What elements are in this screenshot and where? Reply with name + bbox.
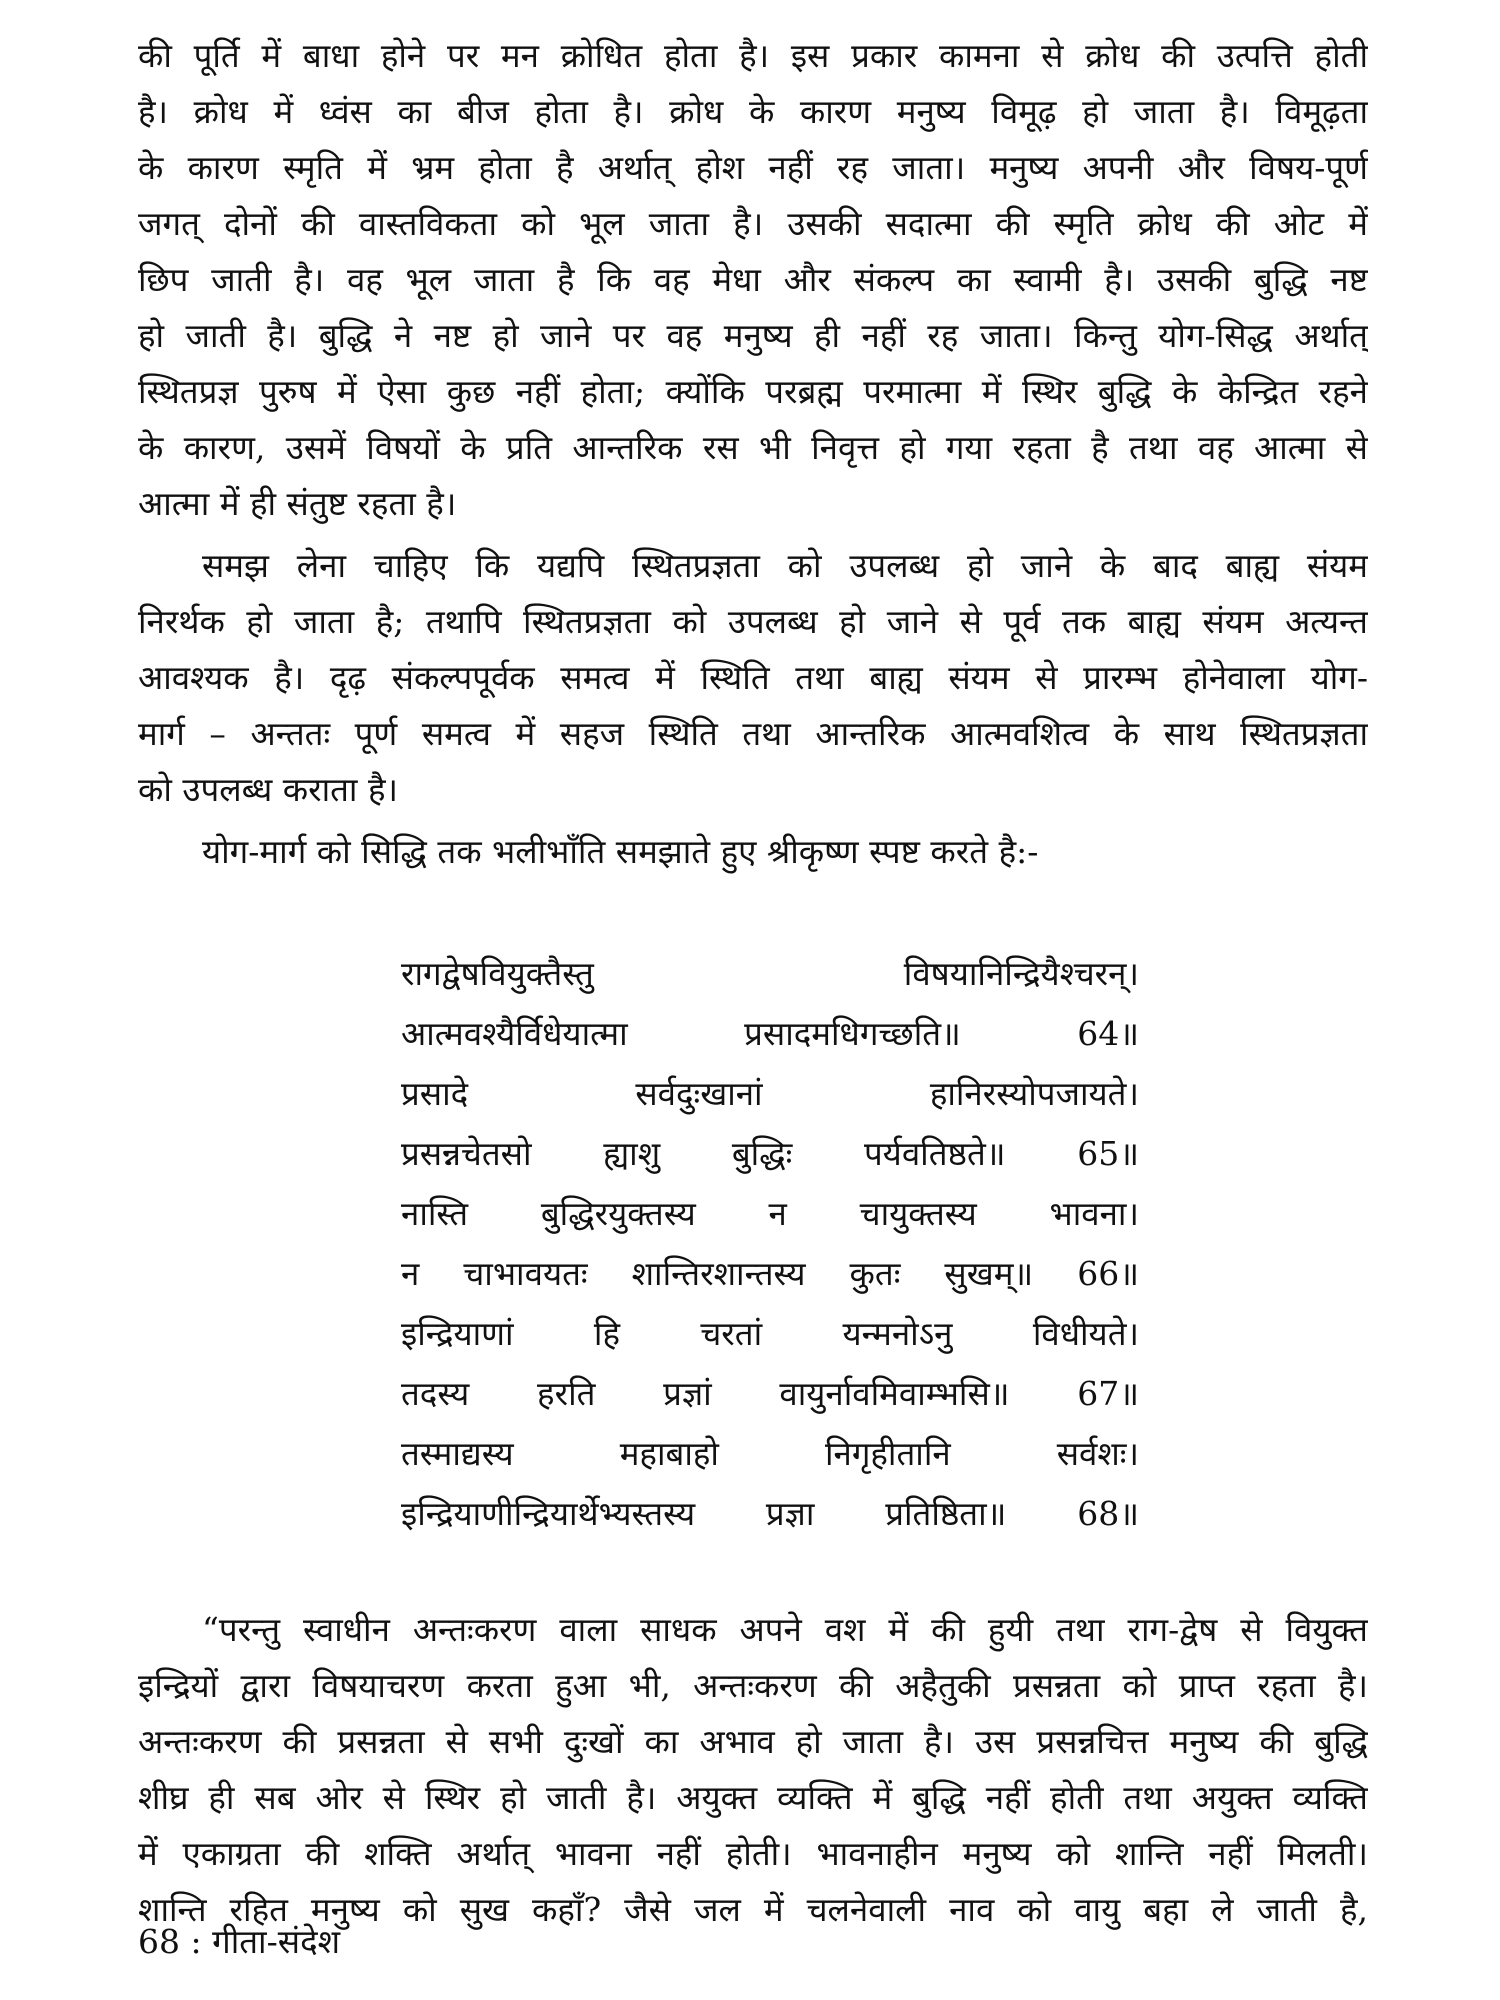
verse-word: न चाभावयतः शान्तिरशान्तस्य कुतः सुखम्॥ 66॥ xyxy=(401,1254,1139,1293)
verse-word: इन्द्रियाणीन्द्रियार्थेभ्यस्तस्य xyxy=(401,1494,696,1533)
verse-line xyxy=(401,1004,1139,1064)
verse-word: प्रतिष्ठिता॥ 68॥ xyxy=(885,1494,1139,1533)
verse-word: प्रज्ञां xyxy=(663,1374,712,1413)
verse-word: हि xyxy=(593,1314,620,1353)
verse-line xyxy=(401,1064,1139,1124)
verse-line xyxy=(401,944,1139,1004)
verse-word: चायुक्तस्य xyxy=(859,1194,977,1233)
text-line: आवश्यक है। दृढ़ संकल्पपूर्वक समत्व में स्थिति तथा बाह्य संयम से प्रारम्भ होनेवाला योग- xyxy=(138,658,1368,697)
verse-word: न xyxy=(768,1194,787,1233)
verse-word: तदस्य xyxy=(401,1374,470,1413)
footer-separator: : xyxy=(190,1922,202,1961)
verse-word: वायुर्नावमिवाम्भसि॥ 67॥ xyxy=(779,1374,1140,1413)
verse-word: प्रज्ञा xyxy=(765,1494,815,1533)
verse-line xyxy=(401,1184,1139,1244)
verse-word: तस्माद्यस्य xyxy=(401,1434,514,1473)
text-line: समझ लेना चाहिए कि यद्यपि स्थितप्रज्ञता को उपलब्ध हो जाने के बाद बाह्य संयम xyxy=(202,546,1368,585)
verse-word: भावना। xyxy=(1049,1194,1139,1233)
text-line: की पूर्ति में बाधा होने पर मन क्रोधित होता है। इस प्रकार कामना से क्रोध की उत्पत्ति होती xyxy=(138,36,1368,75)
verse-word: विधीयते। xyxy=(1032,1314,1140,1353)
verse-word: बुद्धिरयुक्तस्य xyxy=(540,1194,696,1233)
verse-word: बुद्धिः xyxy=(731,1134,793,1173)
text-line: “परन्तु स्वाधीन अन्तःकरण वाला साधक अपने वश में की हुयी तथा राग-द्वेष से वियुक्त xyxy=(202,1610,1368,1649)
verse-word: सर्वदुःखानां xyxy=(635,1074,763,1113)
page-body xyxy=(138,28,1368,1938)
text-line: के कारण स्मृति में भ्रम होता है अर्थात् होश नहीं रह जाता। मनुष्य अपनी और विषय-पूर्ण xyxy=(138,148,1368,187)
text-line: में एकाग्रता की शक्ति अर्थात् भावना नहीं होती। भावनाहीन मनुष्य को शान्ति नहीं मिलती। xyxy=(138,1834,1368,1873)
paragraph-3 xyxy=(138,824,1368,880)
text-line: आत्मा में ही संतुष्ट रहता है। xyxy=(138,484,457,523)
text-line: को उपलब्ध कराता है। xyxy=(138,770,398,809)
paragraph-1 xyxy=(138,28,1368,532)
text-line: अन्तःकरण की प्रसन्नता से सभी दुःखों का अभाव हो जाता है। उस प्रसन्नचित्त मनुष्य की बुद्धि xyxy=(138,1722,1368,1761)
verse-word: चरतां xyxy=(700,1314,763,1353)
verse-line xyxy=(401,1424,1139,1484)
text-line: है। क्रोध में ध्वंस का बीज होता है। क्रोध के कारण मनुष्य विमूढ़ हो जाता है। विमूढ़ता xyxy=(138,92,1368,131)
text-line: हो जाती है। बुद्धि ने नष्ट हो जाने पर वह मनुष्य ही नहीं रह जाता। किन्तु योग-सिद्ध अर्थात् xyxy=(138,316,1368,355)
verse-word: महाबाहो xyxy=(619,1434,719,1473)
verse-word: रागद्वेषवियुक्तैस्तु xyxy=(401,954,594,993)
verse-word: आत्मवश्यैर्विधेयात्मा xyxy=(401,1014,628,1053)
text-line: इन्द्रियों द्वारा विषयाचरण करता हुआ भी, अन्तःकरण की अहैतुकी प्रसन्नता को प्राप्त रहता है। xyxy=(138,1666,1368,1705)
verse-line xyxy=(401,1364,1139,1424)
verse-line xyxy=(401,1124,1139,1184)
text-line: निरर्थक हो जाता है; तथापि स्थितप्रज्ञता को उपलब्ध हो जाने से पूर्व तक बाह्य संयम अत्यन्त xyxy=(138,602,1368,641)
verse-word: पर्यवतिष्ठते॥ 65॥ xyxy=(863,1134,1139,1173)
verse-block xyxy=(401,944,1139,1544)
text-line: छिप जाती है। वह भूल जाता है कि वह मेधा और संकल्प का स्वामी है। उसकी बुद्धि नष्ट xyxy=(138,260,1368,299)
text-line: शीघ्र ही सब ओर से स्थिर हो जाती है। अयुक्त व्यक्ति में बुद्धि नहीं होती तथा अयुक्त व्यक्ति xyxy=(138,1778,1368,1817)
verse-line xyxy=(401,1304,1139,1364)
text-line: मार्ग – अन्ततः पूर्ण समत्व में सहज स्थिति तथा आन्तरिक आत्मवशित्व के साथ स्थितप्रज्ञता xyxy=(138,714,1368,753)
verse-word: इन्द्रियाणां xyxy=(401,1314,514,1353)
verse-word: प्रसादे xyxy=(401,1074,469,1113)
text-line: स्थितप्रज्ञ पुरुष में ऐसा कुछ नहीं होता; क्योंकि परब्रह्म परमात्मा में स्थिर बुद्धि के केन्द्रित रहने xyxy=(138,372,1368,411)
verse-word: हरति xyxy=(537,1374,596,1413)
verse-word: सर्वशः। xyxy=(1056,1434,1139,1473)
verse-word: यन्मनोऽनु xyxy=(842,1314,953,1353)
verse-word: निगृहीतानि xyxy=(824,1434,951,1473)
page-number: 68 xyxy=(138,1922,180,1961)
paragraph-4 xyxy=(138,1602,1368,1938)
text-line: के कारण, उसमें विषयों के प्रति आन्तरिक रस भी निवृत्त हो गया रहता है तथा वह आत्मा से xyxy=(138,428,1368,467)
page-footer xyxy=(138,1917,340,1967)
paragraph-2 xyxy=(138,538,1368,818)
verse-word: प्रसन्नचेतसो xyxy=(401,1134,532,1173)
verse-word: विषयानिन्द्रियैश्चरन्। xyxy=(903,954,1139,993)
verse-line xyxy=(401,1244,1139,1304)
verse-word: नास्ति xyxy=(401,1194,469,1233)
verse-word: प्रसादमधिगच्छति॥ 64॥ xyxy=(744,1014,1139,1053)
book-title: गीता-संदेश xyxy=(212,1922,341,1961)
text-line: शान्ति रहित मनुष्य को सुख कहाँ? जैसे जल में चलनेवाली नाव को वायु बहा ले जाती है, xyxy=(138,1890,1368,1929)
text-line: योग-मार्ग को सिद्धि तक भलीभाँति समझाते हुए श्रीकृष्ण स्पष्ट करते है:- xyxy=(202,832,1039,871)
text-line: जगत् दोनों की वास्तविकता को भूल जाता है। उसकी सदात्मा की स्मृति क्रोध की ओट में xyxy=(138,204,1368,243)
verse-word: ह्याशु xyxy=(603,1134,661,1173)
verse-line xyxy=(401,1484,1139,1544)
verse-word: हानिरस्योपजायते। xyxy=(929,1074,1139,1113)
